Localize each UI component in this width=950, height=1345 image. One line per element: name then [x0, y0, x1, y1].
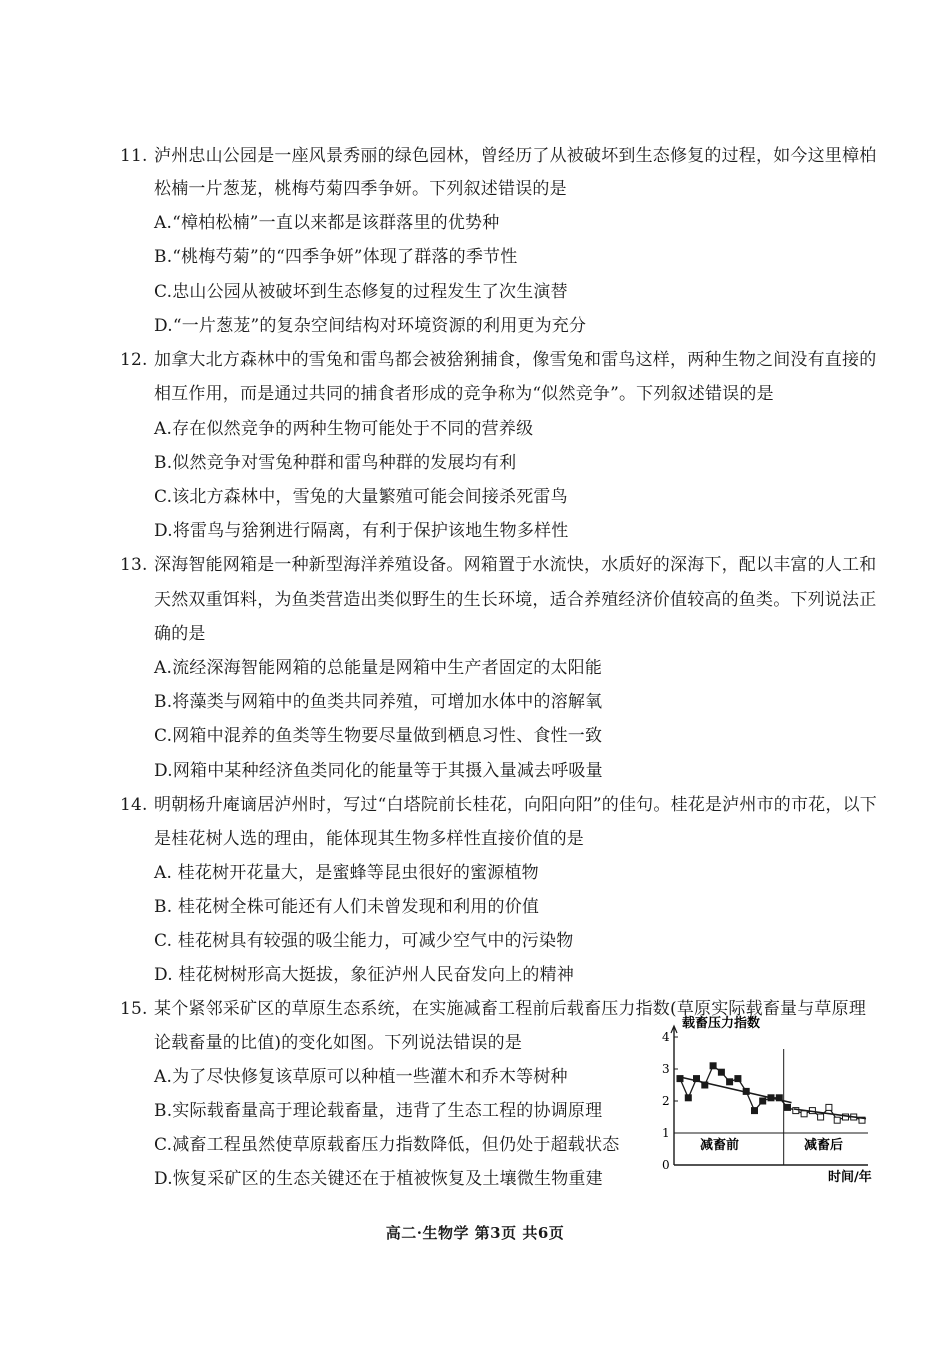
q14-option-a: A. 桂花树开花量大，是蜜蜂等昆虫很好的蜜源植物 — [154, 863, 539, 883]
q15-option-a: A.为了尽快修复该草原可以种植一些灌木和乔木等树种 — [154, 1067, 568, 1087]
y-tick-label: 3 — [662, 1062, 670, 1076]
q11-number: 11. — [120, 146, 148, 166]
q12-option-c: C.该北方森林中，雪兔的大量繁殖可能会间接杀死雷鸟 — [154, 487, 568, 507]
q15-stem-line-1: 15. 某个紧邻采矿区的草原生态系统，在实施减畜工程前后载畜压力指数(草原实际载畜量与草原理 — [120, 999, 867, 1019]
q13-option-b: B.将藻类与网箱中的鱼类共同养殖，可增加水体中的溶解氧 — [154, 692, 603, 712]
q15-option-d: D.恢复采矿区的生态关键还在于植被恢复及土壤微生物重建 — [154, 1169, 603, 1189]
q15-number: 15. — [120, 999, 148, 1019]
q13-stem-line-2: 天然双重饵料，为鱼类营造出类似野生的生长环境，适合养殖经济价值较高的鱼类。下列说法正 — [154, 590, 877, 610]
q13-stem-line-3: 确的是 — [154, 624, 206, 644]
chart-marks — [677, 1063, 866, 1123]
q14-number: 14. — [120, 795, 148, 815]
q12-stem-line-2: 相互作用，而是通过共同的捕食者形成的竞争称为“似然竞争”。下列叙述错误的是 — [154, 384, 774, 404]
data-point — [727, 1079, 733, 1085]
q14-option-c: C. 桂花树具有较强的吸尘能力，可减少空气中的污染物 — [154, 931, 574, 951]
chart-region-label-after: 减畜后 — [804, 1138, 844, 1153]
q15-stem-line-2: 论载畜量的比值)的变化如图。下列说法错误的是 — [154, 1033, 523, 1053]
series-line — [680, 1066, 862, 1120]
q13-option-d: D.网箱中某种经济鱼类同化的能量等于其摄入量减去呼吸量 — [154, 761, 603, 781]
q11-option-c: C.忠山公园从被破坏到生态修复的过程发生了次生演替 — [154, 282, 568, 302]
stocking-pressure-chart — [650, 1015, 940, 1185]
q12-number: 12. — [120, 350, 148, 370]
q12-stem-line-1: 12. 加拿大北方森林中的雪兔和雷鸟都会被猞猁捕食，像雪兔和雷鸟这样，两种生物之间没有直接的 — [120, 350, 877, 370]
q12-option-b: B.似然竞争对雪兔种群和雷鸟种群的发展均有利 — [154, 453, 517, 473]
q14-option-b: B. 桂花树全株可能还有人们未曾发现和利用的价值 — [154, 897, 540, 917]
data-point — [752, 1108, 758, 1114]
data-point — [685, 1095, 691, 1101]
y-tick-label: 2 — [662, 1094, 670, 1108]
chart-x-label: 时间/年 — [828, 1170, 872, 1185]
data-point — [735, 1076, 741, 1082]
q13-option-a: A.流经深海智能网箱的总能量是网箱中生产者固定的太阳能 — [154, 658, 603, 678]
data-point — [760, 1098, 766, 1104]
q15-option-c: C.减畜工程虽然使草原载畜压力指数降低，但仍处于超载状态 — [154, 1135, 620, 1155]
q13-option-c: C.网箱中混养的鱼类等生物要尽量做到栖息习性、食性一致 — [154, 726, 603, 746]
data-point — [826, 1104, 832, 1110]
q11-stem-line-1: 11. 泸州忠山公园是一座风景秀丽的绿色园林，曾经历了从被破坏到生态修复的过程，如今这里樟柏 — [120, 146, 877, 166]
q12-option-d: D.将雷鸟与猞猁进行隔离，有利于保护该地生物多样性 — [154, 521, 569, 541]
data-point — [677, 1076, 683, 1082]
q11-stem-line-2: 松楠一片葱茏，桃梅芍菊四季争妍。下列叙述错误的是 — [154, 179, 567, 199]
chart-region-label-before: 减畜前 — [700, 1138, 740, 1153]
q13-number: 13. — [120, 555, 148, 575]
data-point — [710, 1063, 716, 1069]
q14-option-d: D. 桂花树树形高大挺拔，象征泸州人民奋发向上的精神 — [154, 965, 575, 985]
page-footer: 高二·生物学 第3页 共6页 — [385, 1224, 565, 1242]
data-point — [818, 1114, 824, 1120]
q13-stem-line-1: 13. 深海智能网箱是一种新型海洋养殖设备。网箱置于水流快，水质好的深海下，配以丰富的人工和 — [120, 555, 877, 575]
q11-option-d: D.“一片葱茏”的复杂空间结构对环境资源的利用更为充分 — [154, 316, 587, 336]
y-tick-label: 4 — [662, 1030, 670, 1044]
data-point — [834, 1117, 840, 1123]
q11-option-b: B.“桃梅芍菊”的“四季争妍”体现了群落的季节性 — [154, 247, 518, 267]
y-tick-label: 0 — [662, 1158, 670, 1172]
data-point — [801, 1111, 807, 1117]
q15-option-b: B.实际载畜量高于理论载畜量，违背了生态工程的协调原理 — [154, 1101, 603, 1121]
data-point — [785, 1104, 791, 1110]
data-point — [718, 1069, 724, 1075]
y-tick-label: 1 — [662, 1126, 670, 1140]
chart-y-label: 载畜压力指数 — [682, 1016, 761, 1031]
q11-option-a: A.“樟柏松楠”一直以来都是该群落里的优势种 — [154, 213, 500, 233]
q14-stem-line-1: 14. 明朝杨升庵谪居泸州时，写过“白塔院前长桂花，向阳向阳”的佳句。桂花是泸州市的市花，以下 — [120, 795, 877, 815]
q14-stem-line-2: 是桂花树人选的理由，能体现其生物多样性直接价值的是 — [154, 829, 584, 849]
q12-option-a: A.存在似然竞争的两种生物可能处于不同的营养级 — [154, 419, 534, 439]
